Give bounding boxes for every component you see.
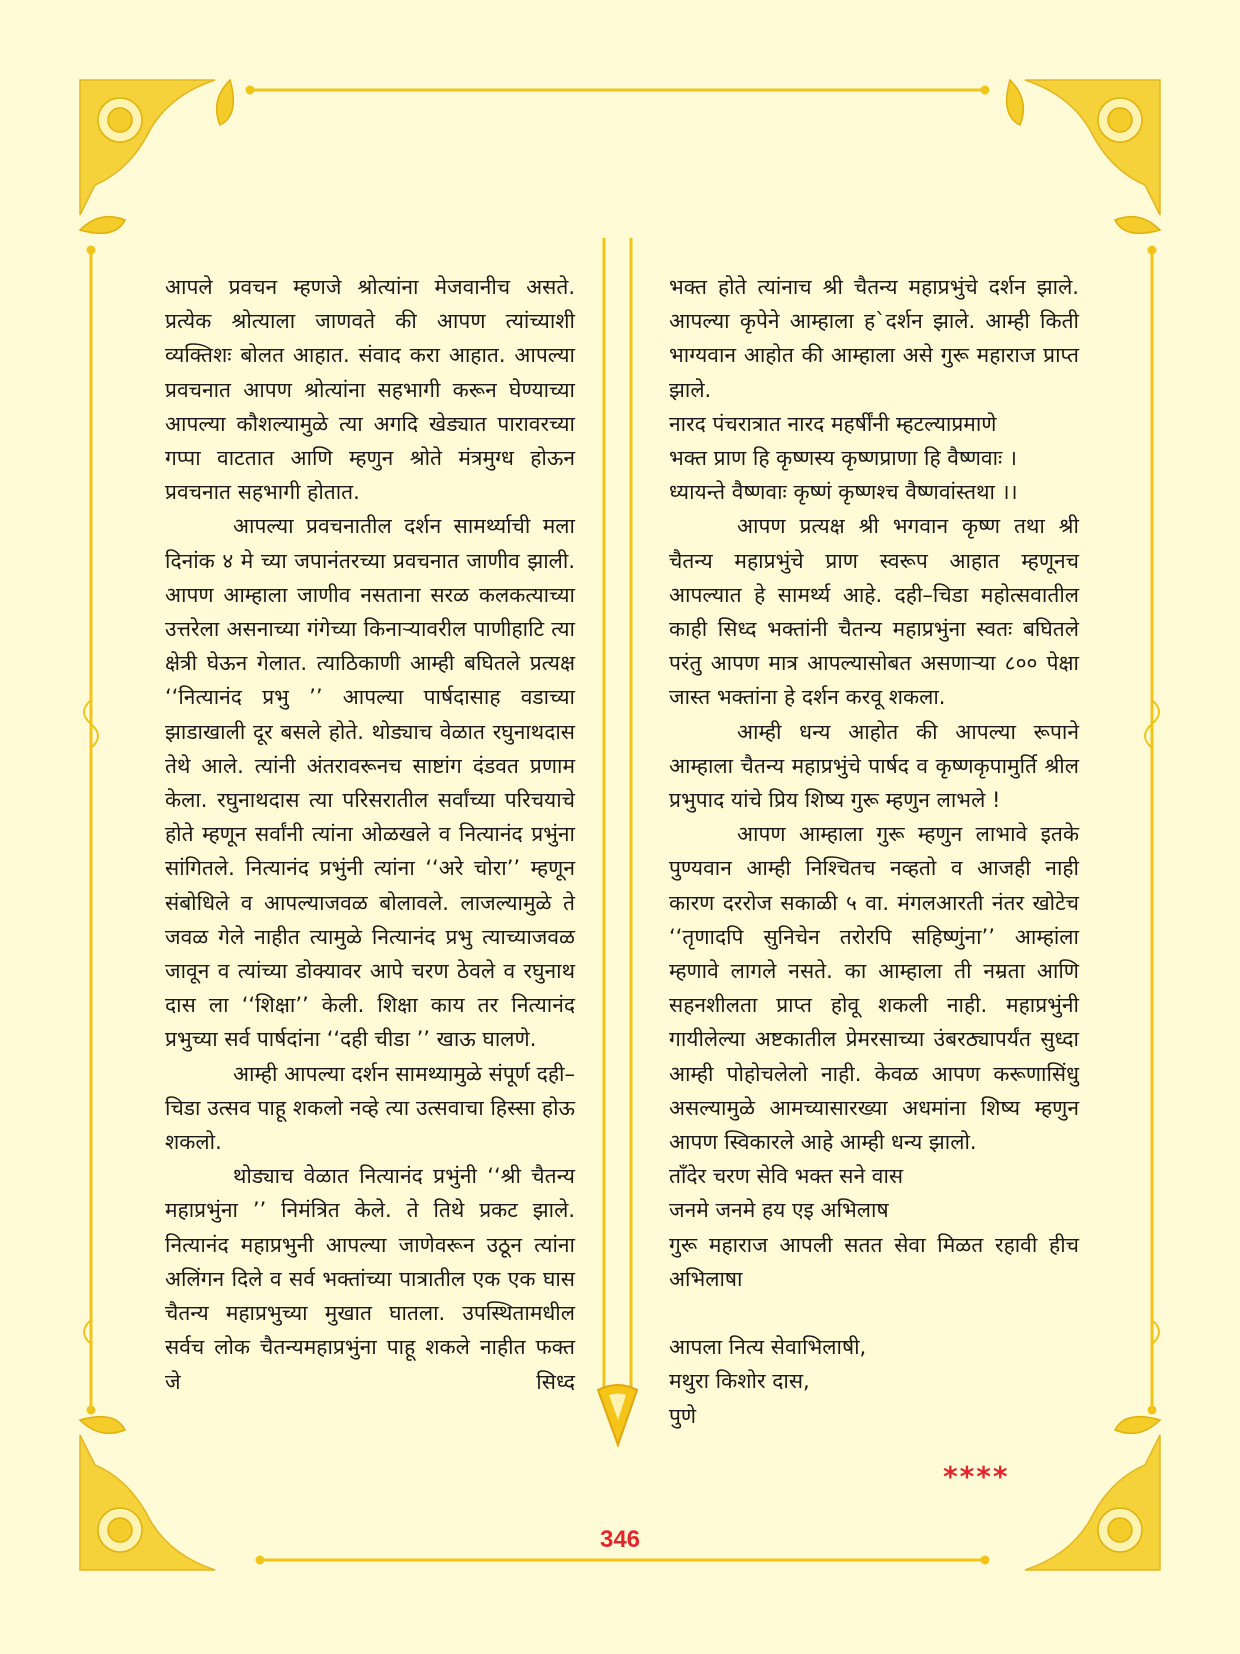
bengali-verse-line: जनमे जनमे हय एइ अभिलाष (669, 1198, 889, 1223)
signature-place: पुणे (669, 1403, 697, 1428)
paragraph: आम्ही आपल्या दर्शन सामथ्यामुळे संपूर्ण दही–चिडा उत्सव पाहू शकलो नव्हे त्या उत्सवाचा हिस्सा होऊ शकलो. (165, 1061, 575, 1155)
paragraph: थोड्याच वेळात नित्यानंद प्रभुंनी ‘‘श्री चैतन्य महाप्रभुंना ’’ निमंत्रित केले. ते तिथे प्रकट झाले. नित्यानंद महाप्रभुनी आपल्या जाणेवरून उठून त्यांना अलिंगन दिले व सर्व भक्तांच्या पात्रातील एक एक घास चैतन्य महाप्रभुच्या मुखात घातला. उपस्थितामधील सर्वच लोक चैतन्यमहाप्रभुंना पाहू शकले नाहीत फक्त जे सिध्द (165, 1164, 575, 1394)
closing-line: गुरू महाराज आपली सतत सेवा मिळत रहावी हीच अभिलाषा (669, 1232, 1079, 1291)
page-number: 346 (599, 1526, 641, 1553)
right-text-column (669, 270, 1079, 1433)
quote-intro: नारद पंचरात्रात नारद महर्षींनी म्हटल्याप्रमाणे (669, 411, 997, 436)
signature-line: आपला नित्य सेवाभिलाषी, (669, 1335, 867, 1360)
paragraph: आम्ही धन्य आहोत की आपल्या रूपाने आम्हाला चैतन्य महाप्रभुंचे पार्षद व कृष्णकृपामुर्ति श्रील प्रभुपाद यांचे प्रिय शिष्य गुरू म्हणुन लाभले ! (669, 719, 1079, 813)
paragraph: आपल्या प्रवचनातील दर्शन सामर्थ्याची मला दिनांक ४ मे च्या जपानंतरच्या प्रवचनात जाणीव झाली. आपण आम्हाला जाणीव नसताना सरळ कलकत्याच्या उत्तरेला असनाच्या गंगेच्या किनाऱ्यावरील पाणीहाटि त्या क्षेत्री घेऊन गेलात. त्याठिकाणी आम्ही बघितले प्रत्यक्ष ‘‘नित्यानंद प्रभु ’’ आपल्या पार्षदासाह वडाच्या झाडाखाली दूर बसले होते. थोड्याच वेळात रघुनाथदास तेथे आले. त्यांनी अंतरावरूनच साष्टांग दंडवत प्रणाम केला. रघुनाथदास त्या परिसरातील सर्वांच्या परिचयाचे होते म्हणून सर्वांनी त्यांना ओळखले व नित्यानंद प्रभुंना सांगितले. नित्यानंद प्रभुंनी त्यांना ‘‘अरे चोरा’’ म्हणून संबोधिले व आपल्याजवळ बोलावले. लाजल्यामुळे ते जवळ गेले नाहीत त्यामुळे नित्यानंद प्रभु त्याच्याजवळ जावून व त्यांच्या डोक्यावर आपे चरण ठेवले व रघुनाथ दास ला ‘‘शिक्षा’’ केली. शिक्षा काय तर नित्यानंद प्रभुच्या सर्व पार्षदांना ‘‘दही चीडा ’’ खाऊ घालणे. (165, 514, 575, 1052)
paragraph: आपण आम्हाला गुरू म्हणुन लाभावे इतके पुण्यवान आम्ही निश्चितच नव्हतो व आजही नाही कारण दररोज सकाळी ५ वा. मंगलआरती नंतर खोटेच ‘‘तृणादपि सुनिचेन तरोरपि सहिष्णुंना’’ आम्हांला म्हणावे लागले नसते. का आम्हाला ती नम्रता आणि सहनशीलता प्राप्त होवू शकली नाही. महाप्रभुंनी गायीलेल्या अष्टकातील प्रेमरसाच्या उंबरठ्यापर्यंत सुध्दा आम्ही पोहोचलेलो नाही. केवळ आपण करूणासिंधु असल्यामुळे आमच्यासारख्या अधमांना शिष्य म्हणुन आपण स्विकारले आहे आम्ही धन्य झालो. (669, 822, 1079, 1155)
signature-name: मथुरा किशोर दास, (669, 1369, 810, 1394)
end-marker-stars: **** (943, 1460, 1010, 1493)
paragraph: आपण प्रत्यक्ष श्री भगवान कृष्ण तथा श्री चैतन्य महाप्रभुंचे प्राण स्वरूप आहात म्हणूनच आपल्यात हे सामर्थ्य आहे. दही–चिडा महोत्सवातील काही सिध्द भक्तांनी चैतन्य महाप्रभुंना स्वतः बघितले परंतु आपण मात्र आपल्यासोबत असणाऱ्या ८०० पेक्षा जास्त भक्तांना हे दर्शन करवू शकला. (669, 514, 1079, 710)
paragraph: आपले प्रवचन म्हणजे श्रोत्यांना मेजवानीच असते. प्रत्येक श्रोत्याला जाणवते की आपण त्यांच्याशी व्यक्तिशः बोलत आहात. संवाद करा आहात. आपल्या प्रवचनात आपण श्रोत्यांना सहभागी करून घेण्याच्या आपल्या कौशल्यामुळे त्या अगदि खेड्यात पारावरच्या गप्पा वाटतात आणि म्हणुन श्रोते मंत्रमुग्ध होऊन प्रवचनात सहभागी होतात. (165, 275, 575, 505)
sanskrit-verse-line: ध्यायन्ते वैष्णवाः कृष्णं कृष्णश्च वैष्णवांस्तथा ।। (669, 480, 1018, 505)
paragraph: भक्त होते त्यांनाच श्री चैतन्य महाप्रभुंचे दर्शन झाले. आपल्या कृपेने आम्हाला ह`दर्शन झाले. आम्ही किती भाग्यवान आहोत की आम्हाला असे गुरू महाराज प्राप्त झाले. (669, 275, 1079, 402)
column-divider (598, 238, 637, 1445)
bengali-verse-line: ताँदेर चरण सेवि भक्त सने वास (669, 1164, 904, 1189)
sanskrit-verse-line: भक्त प्राण हि कृष्णस्य कृष्णप्राणा हि वैष्णवाः । (669, 446, 1017, 471)
left-text-column (165, 270, 575, 1399)
